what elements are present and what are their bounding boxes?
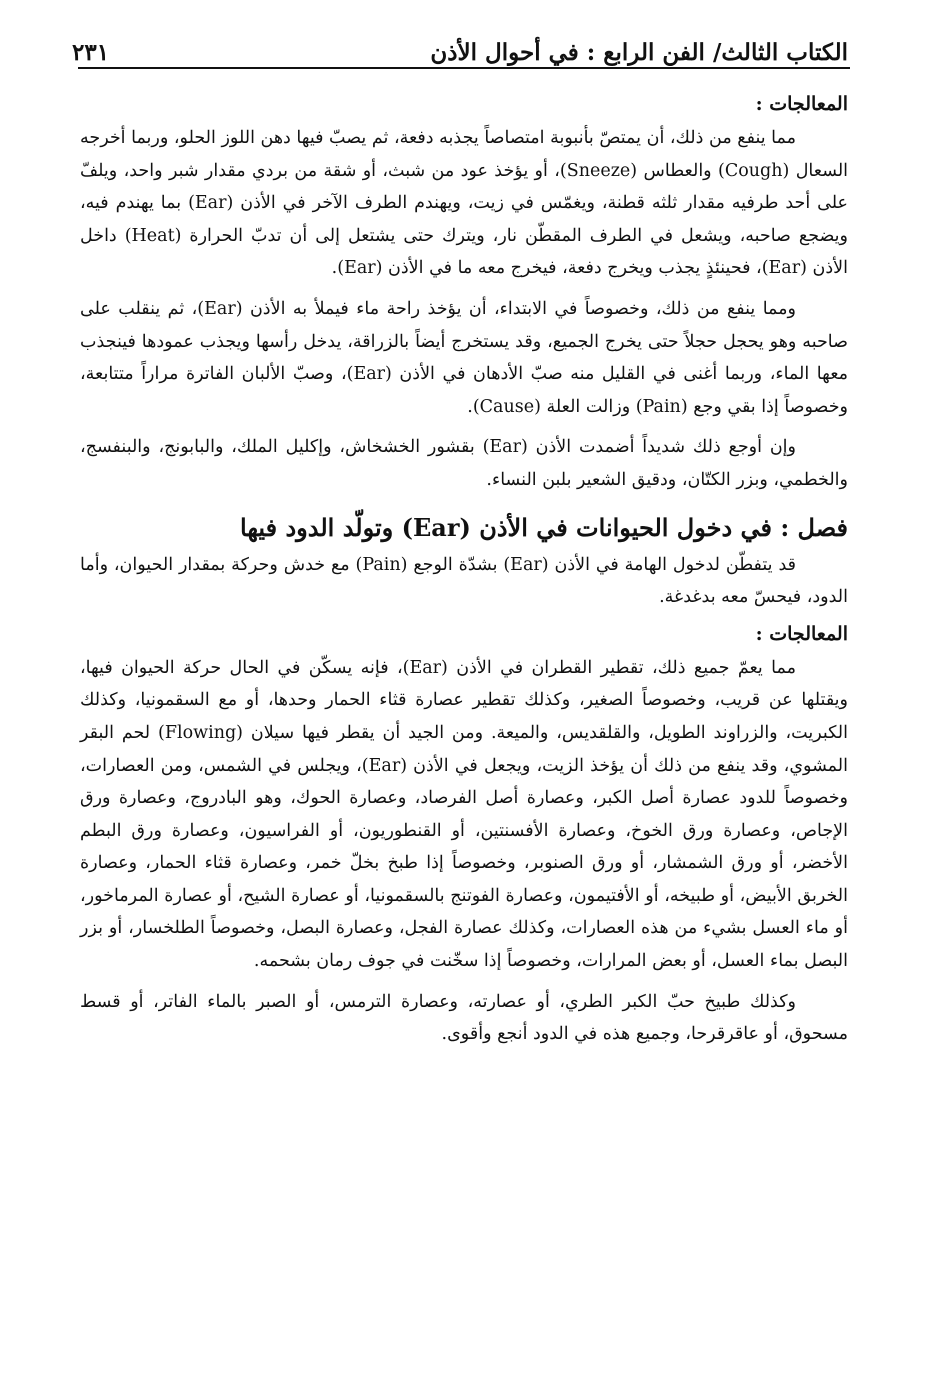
paragraph: مما ينفع من ذلك، أن يمتصّ بأنبوبة امتصاصاً يجذبه دفعة، ثم يصبّ فيها دهن اللوز الحلو، وربما أخرجه السعال (Cough) والعطاس (Sneeze)، أو يؤخذ عود من شبث، أو شقة من بردي مقدار شبر واحد، ويلفّ على أحد طرفيه مقدار ثلثه قطنة، ويغمّس في زيت، ويهندم الطرف الآخر في الأذن (Ear) بما يهندم فيه، ويضجع صاحبه، ويشعل في الطرف المقطّن نار، ويترك حتى يشتعل إلى أن تدبّ الحرارة (Heat) داخل الأذن (Ear)، فحينئذٍ يجذب ويخرج دفعة، فيخرج معه ما في الأذن (Ear). — [80, 128, 849, 279]
running-title: الكتاب الثالث/ الفن الرابع : في أحوال الأذن — [430, 39, 848, 66]
header-divider — [78, 67, 850, 69]
treatments-heading: المعالجات : — [755, 622, 848, 645]
section-heading: فصل : في دخول الحيوانات في الأذن (Ear) وتولّد الدود فيها — [240, 512, 848, 542]
paragraph: وإن أوجع ذلك شديداً أضمدت الأذن (Ear) بقشور الخشخاش، وإكليل الملك، والبابونج، والبنفسج، والخطمي، وبزر الكتّان، ودقيق الشعير بلبن النساء. — [80, 437, 848, 490]
paragraph: قد يتفطّن لدخول الهامة في الأذن (Ear) بشدّة الوجع (Pain) مع خدش وحركة بمقدار الحيوان، وأما الدود، فيحسّ معه بدغدغة. — [80, 554, 848, 608]
running-header — [72, 26, 848, 66]
page-number: ٢٣١ — [72, 39, 110, 66]
page-content — [80, 84, 848, 1051]
paragraph: ومما ينفع من ذلك، وخصوصاً في الابتداء، أن يؤخذ راحة ماء فيملأ به الأذن (Ear)، ثم ينقلب على صاحبه وهو يحجل حجلاً حتى يخرج الجميع، وقد يستخرج أيضاً بالزراقة، يدخل رأسها ويجذب عمودها فينجذب معها الماء، وربما أغنى في القليل منه صبّ الأدهان في الأذن (Ear)، وصبّ الألبان الفاترة مراراً متتابعة، وخصوصاً إذا بقي وجع (Pain) وزالت العلة (Cause). — [80, 298, 849, 417]
treatments-heading: المعالجات : — [755, 93, 848, 115]
paragraph: وكذلك طبيخ حبّ الكبر الطري، أو عصارته، وعصارة الترمس، أو الصبر بالماء الفاتر، أو قسط مسحوق، أو عاقرقرحا، وجميع هذه في الدود أنجع وأقوى. — [80, 991, 848, 1045]
paragraph: مما يعمّ جميع ذلك، تقطير القطران في الأذن (Ear)، فإنه يسكّن في الحال حركة الحيوان فيها، ويقتلها عن قريب، وخصوصاً الصغير، وكذلك تقطير عصارة قثاء الحمار وحدها، أو مع السقمونيا، وكذلك الكبريت، والزراوند الطويل، والقلقديس، والميعة. ومن الجيد أن يقطر فيها سيلان (Flowing) لحم البقر المشوي، وقد ينفع من ذلك أن يؤخذ الزيت، ويجعل في الأذن (Ear)، ويجلس في الشمس، ومن العصارات، وخصوصاً للدود عصارة أصل الكبر، وعصارة أصل الفرصاد، وعصارة الحوك، وهو البادروج، وعصارة ورق الإجاص، وعصارة ورق الخوخ، وعصارة الأفسنتين، أو القنطوريون، أو الفراسيون، وعصارة ورق البطم الأخضر، أو ورق الشمشار، أو ورق الصنوبر، وخصوصاً إذا طبخ بخلّ خمر، وعصارة قثاء الحمار، وعصارة الخربق الأبيض، أو طبيخه، أو الأفتيمون، وعصارة الفوتنج بالسقمونيا، أو عصارة الشيح، أو عصارة المرماخور، أو ماء العسل بشيء من هذه العصارات، وكذلك عصارة الفجل، وعصارة البصل، وخصوصاً الطلخسار، أو بزر البصل بماء العسل، أو بعض المرارات، وخصوصاً إذا سخّنت في جوف رمان بشحمه. — [80, 657, 849, 972]
